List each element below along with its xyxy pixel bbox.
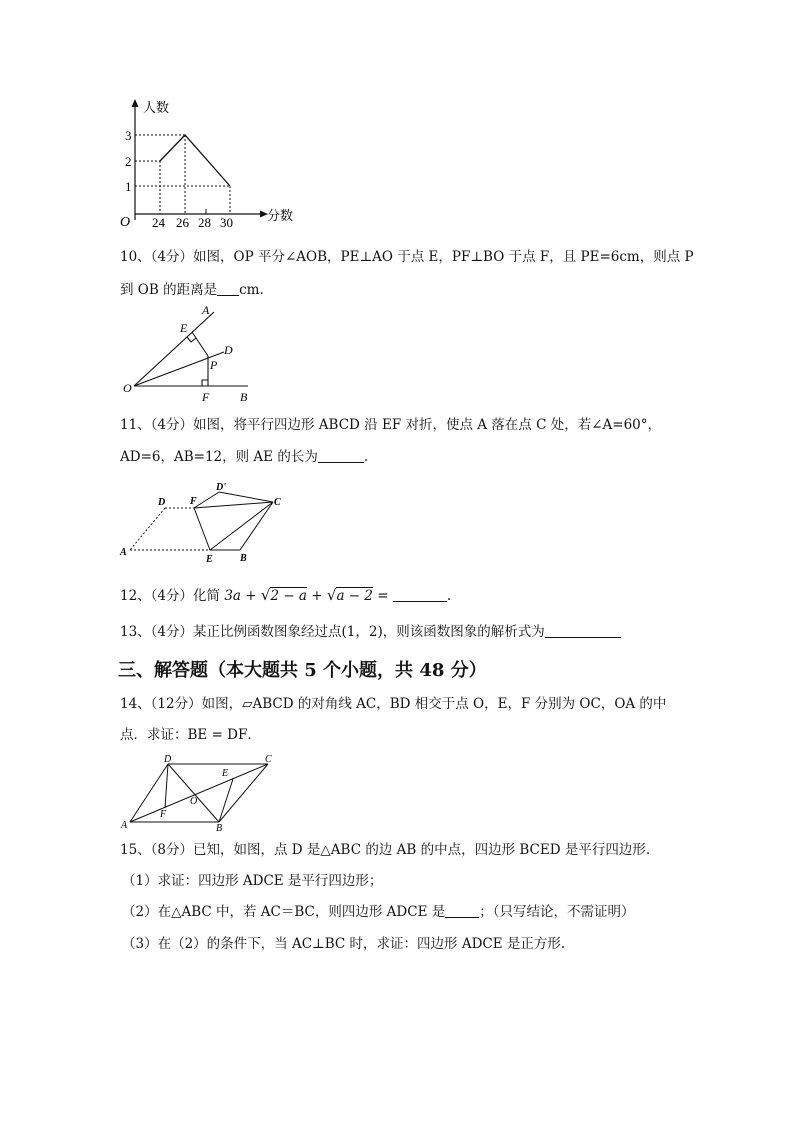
fig11-label-B: B: [240, 553, 247, 564]
fig11-label-F: F: [190, 496, 197, 507]
q15-part2: [122, 902, 634, 922]
q12-line: [120, 585, 451, 606]
q12-expr-3a: 3a: [224, 588, 241, 604]
q15-answer-blank[interactable]: [445, 903, 479, 918]
q12-sqrt-icon-1: √: [260, 586, 271, 604]
fig14-label-E: E: [222, 768, 229, 779]
q14-line2: 点．求证：BE = DF．: [120, 727, 261, 743]
fig10-label-P: P: [210, 358, 218, 372]
figure-q14: [118, 754, 278, 834]
q11-answer-blank[interactable]: [318, 448, 364, 463]
q13-line: [120, 622, 621, 642]
y-tick-2: 2: [125, 154, 132, 169]
fig11-label-D: D: [158, 497, 166, 508]
x-tick-30: 30: [220, 215, 233, 230]
q12-radicand-1: 2 − a: [270, 588, 307, 604]
graph-score-distribution: [110, 95, 310, 235]
dashed-guides: [135, 135, 230, 214]
y-tick-3: 3: [125, 128, 132, 143]
q10-answer-blank[interactable]: [217, 281, 239, 296]
fig14-label-A: A: [121, 820, 128, 831]
q10-line2: [120, 280, 264, 300]
q10-line2-pre: 到 OB 的距离是: [120, 282, 218, 298]
y-tick-1: 1: [125, 179, 132, 194]
x-tick-28: 28: [198, 215, 211, 230]
fig14-label-D: D: [164, 754, 172, 765]
figure-q10: [118, 302, 258, 404]
fig11-label-C: C: [274, 497, 281, 508]
data-line: [160, 135, 230, 186]
q12-prefix: 12、（4分）化简: [120, 588, 221, 604]
y-axis-label: 人数: [143, 100, 170, 115]
fig10-label-O: O: [123, 381, 132, 395]
fig10-label-A: A: [202, 303, 210, 317]
fig14-label-C: C: [265, 754, 272, 765]
y-axis-arrow: [132, 99, 139, 107]
fig11-label-D-prime: D': [216, 482, 226, 493]
x-tick-24: 24: [152, 215, 165, 230]
x-axis-label: 分数: [267, 208, 294, 223]
q14-line1: 14、（12分）如图，▱ABCD 的对角线 AC，BD 相交于点 O，E，F 分别为 OC，OA 的中: [120, 696, 667, 712]
figure-q11: [118, 480, 298, 565]
q13-text: 13、（4分）某正比例函数图象经过点(1，2)，则该函数图象的解析式为: [120, 624, 545, 640]
origin-label: O: [120, 215, 131, 230]
fig11-label-E: E: [206, 554, 213, 565]
q11-line1: 11、（4分）如图，将平行四边形 ABCD 沿 EF 对折，使点 A 落在点 C 处，若∠A=60°，: [120, 417, 662, 433]
fig10-label-B: B: [240, 390, 248, 404]
q10-line2-post: cm.: [239, 282, 264, 298]
fig14-label-F: F: [160, 809, 167, 820]
q12-sqrt-icon-2: √: [326, 586, 337, 604]
q15-line1: 15、（8分）已知，如图，点 D 是△ABC 的边 AB 的中点，四边形 BCED 是平行四边形.: [120, 842, 651, 858]
q12-answer-blank[interactable]: [393, 587, 447, 602]
fig10-label-D: D: [224, 343, 233, 357]
fig10-label-E: E: [180, 321, 188, 335]
q15-part2-pre: （2）在△ABC 中，若 AC＝BC，则四边形 ADCE 是: [122, 904, 446, 920]
q11-line2: [120, 447, 368, 467]
q10-line1: 10、（4分）如图，OP 平分∠AOB，PE⊥AO 于点 E，PF⊥BO 于点 F，且 PE=6cm，则点 P: [120, 249, 694, 265]
q11-line2-post: .: [363, 449, 369, 465]
fig10-label-F: F: [202, 390, 210, 404]
q12-equals: =: [377, 588, 389, 604]
q15-part3: （3）在（2）的条件下，当 AC⊥BC 时，求证：四边形 ADCE 是正方形.: [122, 936, 566, 952]
q12-post: .: [446, 588, 452, 604]
section-3-heading: 三、解答题（本大题共 5 个小题，共 48 分）: [118, 660, 487, 681]
q15-part1: （1）求证：四边形 ADCE 是平行四边形；: [122, 873, 383, 889]
q11-line2-pre: AD=6，AB=12，则 AE 的长为: [120, 449, 318, 465]
q13-answer-blank[interactable]: [545, 623, 621, 638]
q12-radicand-2: a − 2: [336, 588, 373, 604]
q15-part2-post: ；（只写结论，不需证明）: [479, 904, 635, 920]
fig14-label-B: B: [216, 823, 223, 834]
q12-plus-1: +: [245, 588, 257, 604]
fig11-label-A: A: [120, 547, 127, 558]
x-tick-26: 26: [176, 215, 189, 230]
q12-plus-2: +: [311, 588, 323, 604]
fig14-label-O: O: [190, 796, 198, 807]
